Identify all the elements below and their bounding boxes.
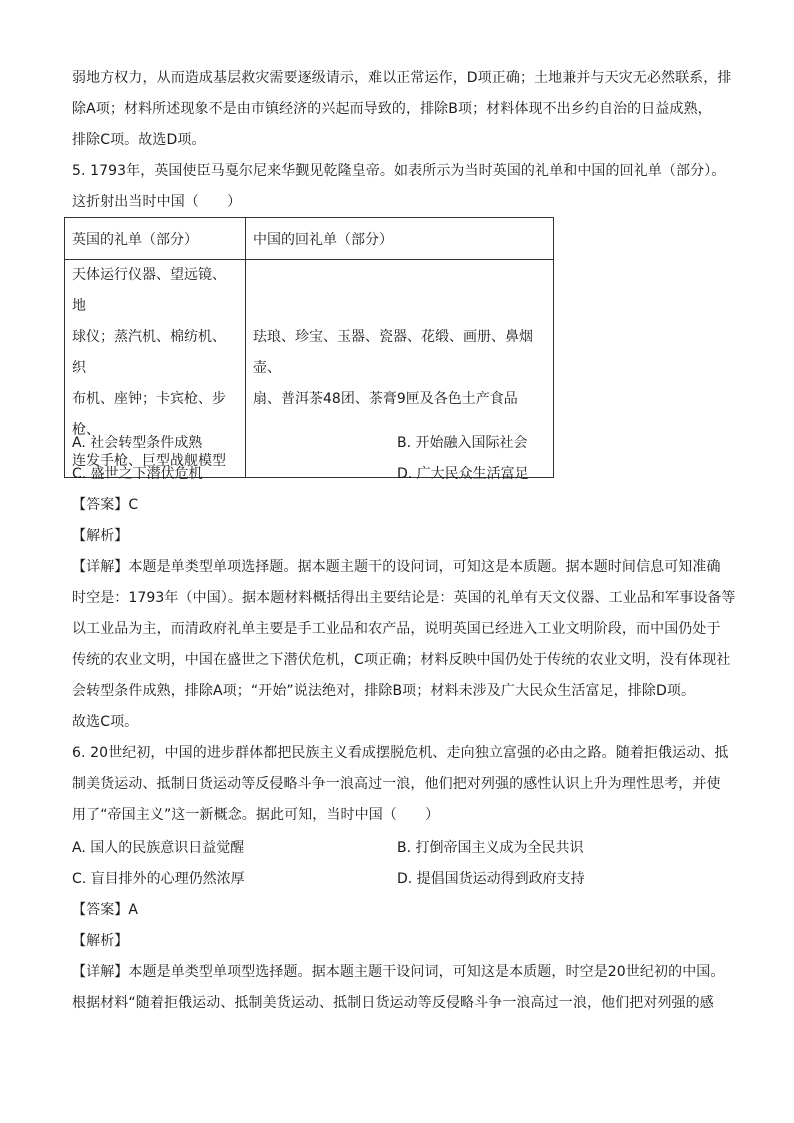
answer-label: 【答案】A: [72, 902, 139, 918]
detail-line: 故选C项。: [72, 714, 139, 730]
table-header-cell: 英国的礼单（部分）: [65, 218, 246, 260]
detail-line: 传统的农业文明，中国在盛世之下潜伏危机，C项正确；材料反映中国仍处于传统的农业文明，没有体现社: [72, 652, 731, 668]
question-6-stem: 用了“帝国主义”这一新概念。据此可知，当时中国（ ）: [72, 807, 440, 823]
option-d: D. 广大民众生活富足: [397, 466, 529, 482]
table-cell-line: 球仪；蒸汽机、棉纺机、织: [72, 329, 226, 376]
detail-line: 会转型条件成熟，排除A项；“开始”说法绝对，排除B项；材料未涉及广大民众生活富足，排除D项。: [72, 683, 696, 699]
text-line: 排除C项。故选D项。: [72, 132, 206, 148]
analysis-label: 【解析】: [72, 933, 129, 949]
table-header-row: [65, 218, 554, 260]
table-cell-line: 连发手枪、巨型战舰模型: [72, 453, 226, 469]
option-d: D. 提倡国货运动得到政府支持: [397, 871, 585, 887]
detail-line: 以工业品为主，而清政府礼单主要是手工业品和农产品，说明英国已经进入工业文明阶段，而中国仍处于: [72, 621, 721, 637]
question-5-stem: 这折射出当时中国（ ）: [72, 194, 242, 210]
text-line: 除A项；材料所述现象不是由市镇经济的兴起而导致的，排除B项；材料体现不出乡约自治的日益成熟，: [72, 101, 712, 117]
answer-label: 【答案】C: [72, 497, 139, 513]
table-cell-line: 天体运行仪器、望远镜、地: [72, 267, 226, 314]
table-cell-line: 珐琅、珍宝、玉器、瓷器、花缎、画册、鼻烟壶、: [253, 329, 533, 376]
detail-line: 时空是：1793年（中国）。据本题材料概括得出主要结论是：英国的礼单有天文仪器、工业品和军事设备等: [72, 590, 736, 606]
table-cell-line: 扇、普洱茶48团、茶膏9匣及各色土产食品: [253, 391, 518, 407]
detail-line: 根据材料“随着拒俄运动、抵制美货运动、抵制日货运动等反侵略斗争一浪高过一浪，他们把对列强的感: [72, 995, 714, 1011]
question-5-stem: 5. 1793年，英国使臣马戛尔尼来华觐见乾隆皇帝。如表所示为当时英国的礼单和中国的回礼单（部分）。: [72, 163, 726, 179]
question-6-stem: 制美货运动、抵制日货运动等反侵略斗争一浪高过一浪，他们把对列强的感性认识上升为理性思考，并使: [72, 776, 721, 792]
table-header-cell: 中国的回礼单（部分）: [246, 218, 554, 260]
option-a: A. 国人的民族意识日益觉醒: [72, 840, 245, 856]
text-line: 弱地方权力，从而造成基层救灾需要逐级请示，难以正常运作，D项正确；土地兼并与天灾无必然联系，排: [72, 70, 732, 86]
option-a: A. 社会转型条件成熟: [72, 435, 203, 451]
detail-line: 【详解】本题是单类型单项选择题。据本题主题干的设问词，可知这是本质题。据本题时间信息可知准确: [72, 559, 721, 575]
question-6-stem: 6. 20世纪初，中国的进步群体都把民族主义看成摆脱危机、走向独立富强的必由之路。随着拒俄运动、抵: [72, 745, 729, 761]
option-c: C. 盛世之下潜伏危机: [72, 466, 203, 482]
table-cell-line: 布机、座钟；卡宾枪、步枪、: [72, 391, 226, 438]
detail-line: 【详解】本题是单类型单项型选择题。据本题主题干设问词，可知这是本质题，时空是20世纪初的中国。: [72, 964, 725, 980]
analysis-label: 【解析】: [72, 528, 129, 544]
option-c: C. 盲目排外的心理仍然浓厚: [72, 871, 245, 887]
option-b: B. 开始融入国际社会: [397, 435, 528, 451]
option-b: B. 打倒帝国主义成为全民共识: [397, 840, 584, 856]
